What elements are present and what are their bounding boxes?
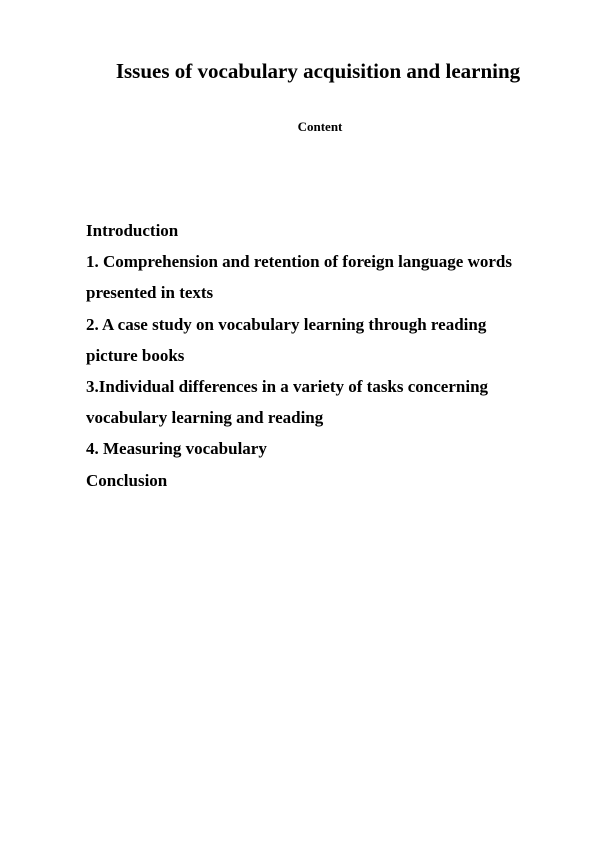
toc-entry-1-line-1: 1. Comprehension and retention of foreign language words <box>86 252 512 272</box>
toc-entry-introduction: Introduction <box>86 221 179 240</box>
toc-entry-4: 4. Measuring vocabulary <box>86 439 267 459</box>
document-title: Issues of vocabulary acquisition and learning <box>115 59 521 83</box>
toc-entry-2-line-2: picture books <box>86 345 185 365</box>
table-of-contents <box>86 215 556 496</box>
toc-entry-1-line-2: presented in texts <box>86 283 214 303</box>
toc-heading: Content <box>297 119 343 134</box>
toc-entry-3-line-2: vocabulary learning and reading <box>86 408 324 428</box>
toc-entry-3-line-1: 3.Individual differences in a variety of tasks concerning <box>86 377 489 397</box>
toc-entry-2-line-1: 2. A case study on vocabulary learning through reading <box>86 314 487 334</box>
toc-entry-conclusion: Conclusion <box>86 470 168 490</box>
